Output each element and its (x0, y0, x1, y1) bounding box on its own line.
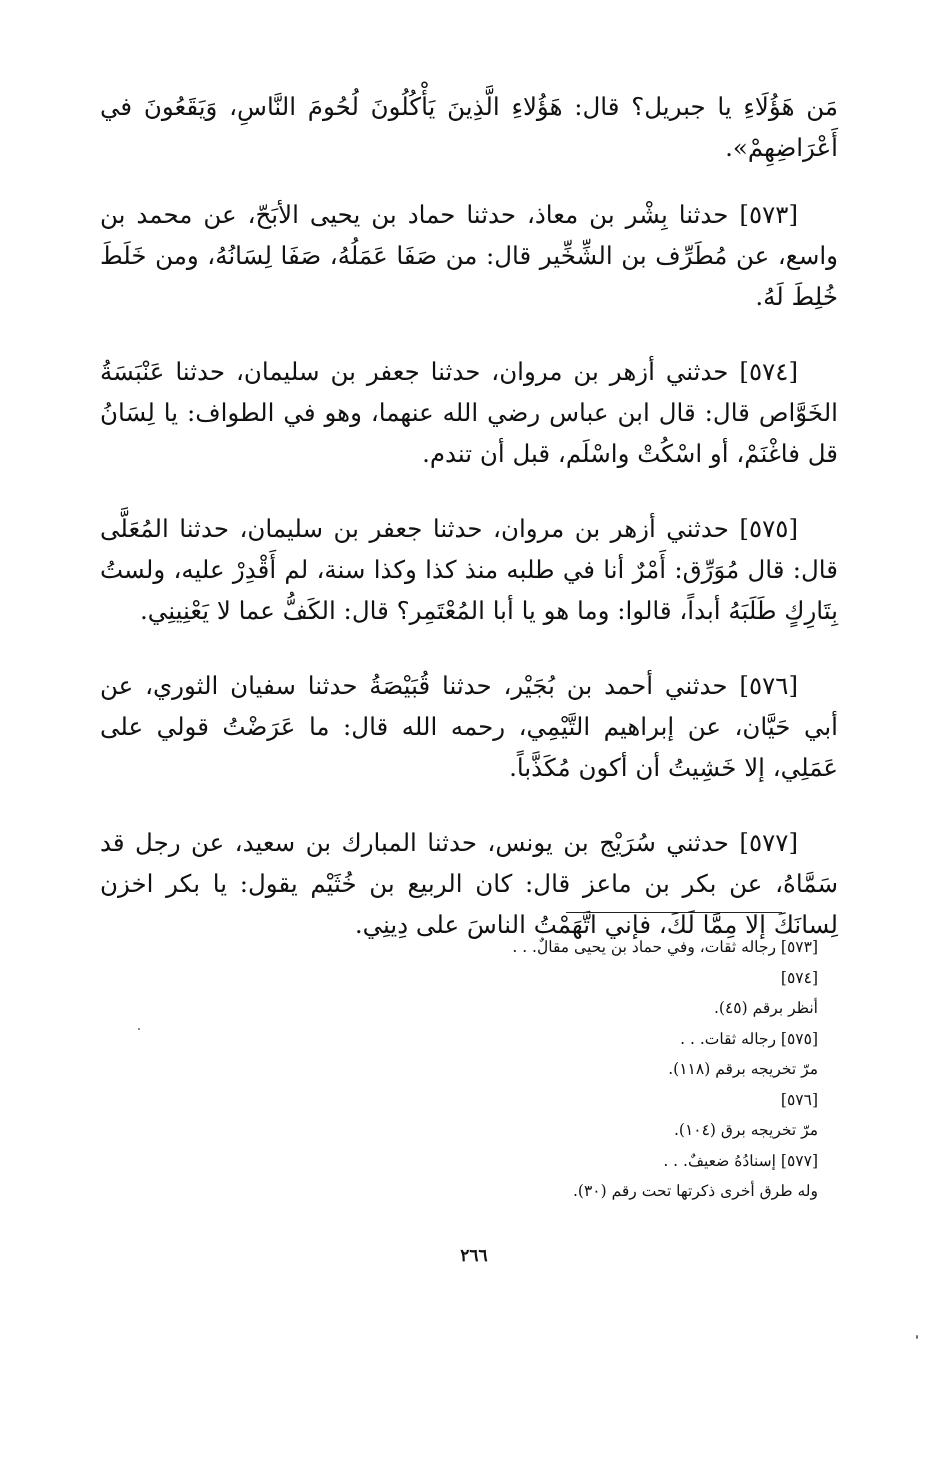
footnote-line: مرّ تخريجه برق (١٠٤). (673, 1121, 818, 1139)
footnotes (300, 932, 818, 1207)
hadith-575: [٥٧٥] حدثني أزهر بن مروان، حدثنا جعفر بن سليمان، حدثنا المُعَلَّى قال: قال مُوَرِّق: أَمْرٌ أنا في طلبه منذ كذا وكذا سنة، لم أَقْدِرْ عليه، ولستُ بِتَارِكٍ طَلَبَهُ أبداً، قالوا: وما هو يا أبا المُعْتَمِر؟ قال: الكَفُّ عما لا يَعْنِينِي. (100, 514, 838, 625)
footnote-line: [٥٧٧] إسنادُهُ ضعيفٌ. . . (663, 1151, 818, 1170)
footnote-line: [٥٧٤] (780, 968, 818, 987)
hadith-574: [٥٧٤] حدثني أزهر بن مروان، حدثنا جعفر بن سليمان، حدثنا عَنْبَسَةُ الخَوَّاص قال: قال ابن عباس رضي الله عنهما، وهو في الطواف: يا لِسَانُ قل فاغْنَمْ، أو اسْكُتْ واسْلَم، قبل أن تندم. (100, 357, 838, 468)
main-text (100, 86, 838, 979)
scan-speck (916, 1335, 918, 1339)
paragraph-continuation: مَن هَؤُلَاءِ يا جبريل؟ قال: هَؤُلاءِ الَّذِينَ يَأْكُلُونَ لُحُومَ النَّاسِ، وَيَقَعُونَ في أَعْرَاضِهِمْ». (100, 92, 838, 162)
footnote-line: وله طرق أخرى ذكرتها تحت رقم (٣٠). (572, 1182, 818, 1200)
footnote-line: [٥٧٥] رجاله ثقات. . . (680, 1029, 818, 1048)
hadith-577: [٥٧٧] حدثني سُرَيْج بن يونس، حدثنا المبارك بن سعيد، عن رجل قد سَمَّاهُ، عن بكر بن ماعز قال: كان الربيع بن خُثَيْم يقول: يا بكر اخزن لِسانَكَ إلا مِمَّا لَكَ، فإني اتَّهَمْتُ الناسَ على دِينِي. (100, 828, 838, 939)
hadith-573: [٥٧٣] حدثنا بِشْر بن معاذ، حدثنا حماد بن يحيى الأبَحّ، عن محمد بن واسع، عن مُطَرِّف بن الشِّخِّير قال: من صَفَا عَمَلُهُ، صَفَا لِسَانُهُ، ومن خَلَطَ خُلِطَ لَهُ. (100, 200, 838, 311)
footnote-line: مرّ تخريجه برقم (١١٨). (668, 1060, 818, 1078)
footnote-line: [٥٧٦] (780, 1090, 818, 1109)
hadith-576: [٥٧٦] حدثني أحمد بن بُجَيْر، حدثنا قُبَيْصَةُ حدثنا سفيان الثوري، عن أبي حَيَّان، عن إبراهيم التَّيْمِي، رحمه الله قال: ما عَرَضْتُ قولي على عَمَلِي، إلا خَشِيتُ أن أكون مُكَذَّباً. (100, 671, 838, 782)
footnote-line: أنظر برقم (٤٥). (713, 999, 818, 1017)
scan-speck (138, 1028, 140, 1030)
page-number: ٢٦٦ (460, 1246, 488, 1266)
footnote-line: [٥٧٣] رجاله ثقات، وفي حماد بن يحيى مقالٌ. . . (512, 938, 818, 956)
footnote-separator (566, 912, 782, 913)
